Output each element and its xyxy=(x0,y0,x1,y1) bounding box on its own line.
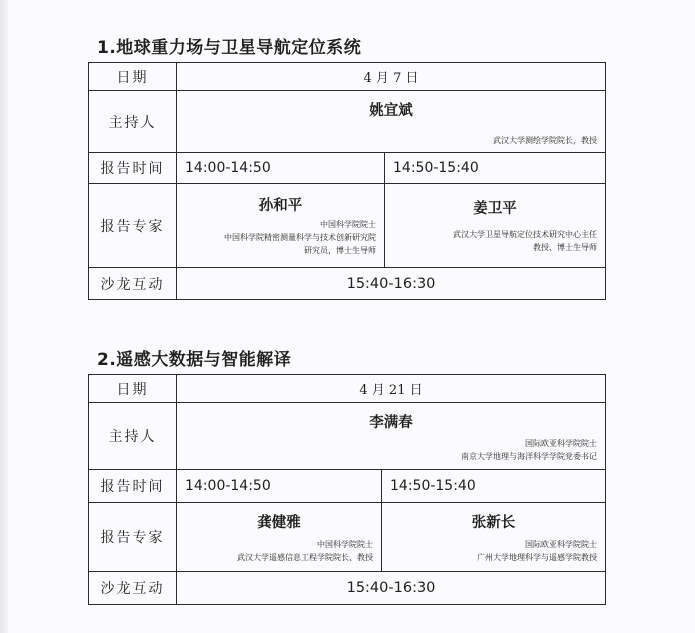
host-title-2: 南京大学地理与海洋科学学院党委书记 xyxy=(461,452,597,461)
date-label: 日期 xyxy=(89,375,177,403)
time-slot-2: 14:50-15:40 xyxy=(385,153,606,184)
expert-2-title-2: 广州大学地理科学与遥感学院教授 xyxy=(477,552,597,562)
schedule-table-1 xyxy=(88,62,606,300)
time-row xyxy=(89,153,606,184)
date-value: 4 月 21 日 xyxy=(177,375,606,403)
expert-2-title-2: 教授、博士生导师 xyxy=(533,243,598,252)
host-cell xyxy=(177,91,606,153)
expert-2-title-1: 武汉大学卫星导航定位技术研究中心主任 xyxy=(453,230,598,239)
experts-label: 报告专家 xyxy=(89,503,177,572)
host-title: 武汉大学测绘学院院长，教授 xyxy=(493,135,598,145)
experts-row xyxy=(89,503,606,572)
host-row xyxy=(89,91,606,153)
host-cell xyxy=(177,403,606,470)
host-name: 李满春 xyxy=(369,414,413,431)
host-label: 主持人 xyxy=(89,403,177,470)
date-row xyxy=(89,63,606,91)
time-row xyxy=(89,470,606,503)
host-row xyxy=(89,403,606,470)
time-slot-1: 14:00-14:50 xyxy=(177,470,382,503)
expert-1-cell xyxy=(177,503,382,572)
experts-row xyxy=(89,184,606,268)
salon-label: 沙龙互动 xyxy=(89,268,177,300)
page-edge xyxy=(0,0,8,633)
expert-1-title-1: 中国科学院院士 xyxy=(317,539,373,549)
time-slot-2: 14:50-15:40 xyxy=(382,470,606,503)
date-row xyxy=(89,375,606,403)
expert-1-title-1: 中国科学院院士 xyxy=(320,220,376,229)
expert-2-cell xyxy=(382,503,606,572)
expert-2-name: 姜卫平 xyxy=(473,200,517,217)
time-slot-1: 14:00-14:50 xyxy=(177,153,385,184)
host-name: 姚宜斌 xyxy=(369,101,413,119)
expert-1-name: 龚健雅 xyxy=(257,513,301,531)
expert-2-cell xyxy=(385,184,606,268)
schedule-table-2 xyxy=(88,374,606,605)
time-label: 报告时间 xyxy=(89,153,177,184)
expert-1-title-2: 中国科学院精密测量科学与技术创新研究院 xyxy=(224,233,376,242)
expert-1-name: 孙和平 xyxy=(258,197,303,214)
expert-1-title-3: 研究员，博士生导师 xyxy=(304,246,376,255)
expert-1-cell xyxy=(177,184,385,268)
salon-time: 15:40-16:30 xyxy=(177,268,606,300)
experts-label: 报告专家 xyxy=(89,184,177,268)
date-label: 日期 xyxy=(89,63,177,91)
salon-label: 沙龙互动 xyxy=(89,572,177,605)
expert-1-title-2: 武汉大学遥感信息工程学院院长、教授 xyxy=(237,552,373,562)
date-value: 4 月 7 日 xyxy=(177,63,606,91)
salon-row xyxy=(89,572,606,605)
host-title-1: 国际欧亚科学院院士 xyxy=(525,439,597,448)
section-1-title: 1.地球重力场与卫星导航定位系统 xyxy=(97,38,362,58)
salon-time: 15:40-16:30 xyxy=(177,572,606,605)
expert-2-name: 张新长 xyxy=(471,513,516,531)
expert-2-title-1: 国际欧亚科学院院士 xyxy=(525,539,597,549)
salon-row xyxy=(89,268,606,300)
host-label: 主持人 xyxy=(89,91,177,153)
time-label: 报告时间 xyxy=(89,470,177,503)
section-2-title: 2.遥感大数据与智能解译 xyxy=(97,350,292,370)
